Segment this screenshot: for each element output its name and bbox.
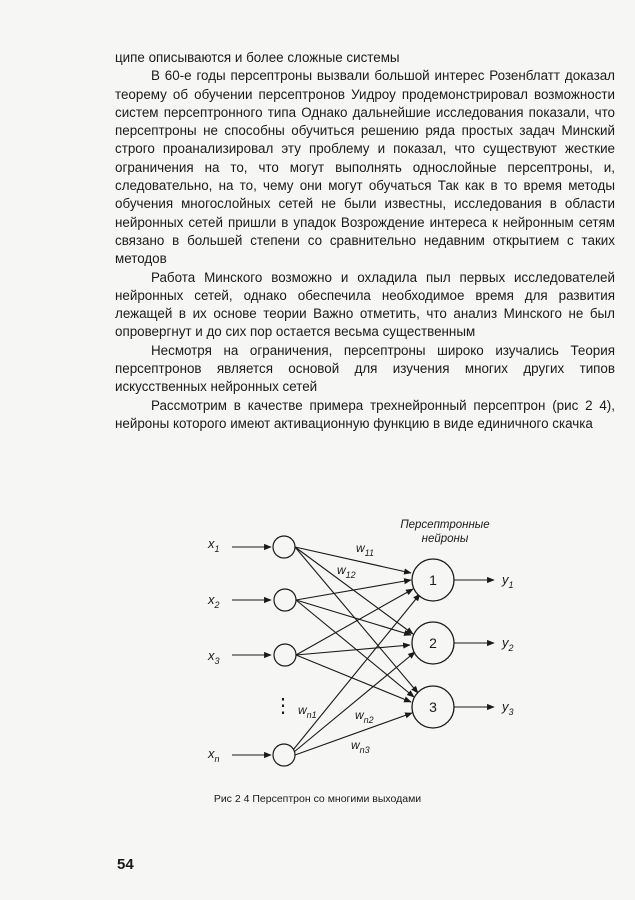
input-node-3 (274, 644, 296, 666)
output-arrows (454, 580, 494, 707)
link-x2-n2 (296, 600, 411, 635)
connections (293, 547, 420, 755)
weight-label-wn1: $w_{n1}$ (298, 703, 317, 720)
page-number: 54 (117, 856, 134, 873)
paragraph-limitations: Несмотря на ограничения, персептроны широко изучались Теория персептронов является основой для изучения многих других типов искусственных нейронных сетей (115, 342, 615, 395)
output-label-1: $y_1$ (502, 572, 514, 590)
link-x3-n3 (296, 655, 411, 702)
neuron-3-label: 3 (429, 699, 437, 715)
paragraph-example: Рассмотрим в качестве примера трехнейронный персептрон (рис 2 4), нейроны которого имеют активационную функцию в виде единичного скачка (115, 397, 615, 431)
neuron-2-label: 2 (429, 635, 437, 651)
ellipsis: ⋮ (273, 695, 293, 717)
paragraph-minsky: Работа Минского возможно и охладила пыл первых исследователей нейронных сетей, однако обеспечила необходимое время для развития лежащей в их основе теории Важно отметить, что анализ Минского не был опровергнут и до сих пор остается весьма существенным (115, 269, 615, 340)
output-label-3: $y_3$ (502, 699, 514, 717)
link-x2-n3 (296, 600, 414, 697)
input-arrows (232, 547, 271, 755)
input-label-n: $x_n$ (208, 746, 220, 764)
input-label-3: $x_3$ (208, 648, 220, 666)
weight-label-w12: $w_{12}$ (337, 563, 356, 580)
input-label-1: $x_1$ (208, 536, 220, 554)
perceptron-figure (0, 505, 635, 825)
link-x2-n1 (296, 580, 411, 600)
paragraph-continuation: ципе описываются и более сложные системы (115, 50, 400, 65)
perceptron-diagram (0, 505, 635, 825)
input-label-2: $x_2$ (208, 592, 220, 610)
neurons-label-line1: Персептронные (400, 519, 490, 531)
neurons-label-line2: нейроны (421, 533, 469, 545)
output-label-2: $y_2$ (502, 635, 514, 653)
input-node-2 (274, 589, 296, 611)
input-node-n (273, 744, 295, 766)
body-text (115, 49, 615, 433)
weight-label-wn3: $w_{n3}$ (351, 738, 370, 755)
input-node-1 (273, 536, 295, 558)
weight-label-w11: $w_{11}$ (356, 541, 375, 558)
weight-label-wn2: $w_{n2}$ (355, 708, 374, 725)
link-x3-n1 (296, 589, 413, 655)
paragraph-history: В 60-е годы персептроны вызвали большой интерес Розенблатт доказал теорему об обучении персептронов Уидроу продемонстрировал возможности систем персептронного типа Однако дальнейшие исследования показали, что персептроны не способны обучиться решению ряда простых задач Минский строго проанализировал эту проблему и показал, что существуют жесткие ограничения на то, что могут выполнять однослойные персептроны, и, следовательно, на то, чему они могут обучаться Так как в то время методы обучения многослойных сетей не были известны, исследования в области нейронных сетей пришли в упадок Возрождение интереса к нейронным сетям связано в большей степени со сравнительно недавним открытием с таких методов (115, 68, 615, 267)
link-x1-n3 (295, 547, 418, 693)
neuron-1-label: 1 (429, 572, 437, 588)
figure-caption: Рис 2 4 Персептрон со многими выходами (213, 793, 422, 805)
link-xn-n2 (294, 652, 415, 752)
